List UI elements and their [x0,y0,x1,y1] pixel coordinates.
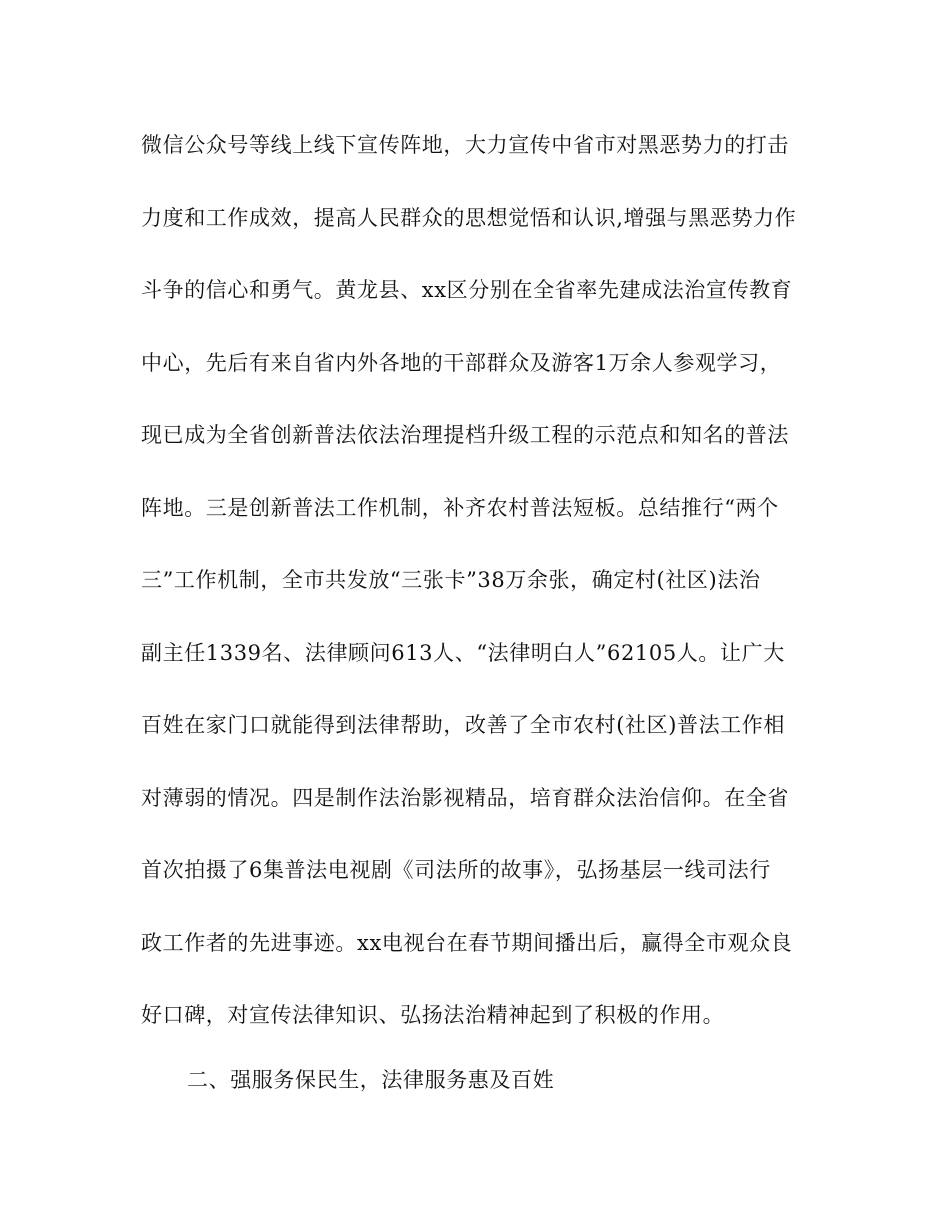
paragraph-line: 三”工作机制，全市共发放“三张卡”38万余张，确定村(社区)法治 [141,568,761,592]
paragraph-line: 微信公众号等线上线下宣传阵地，大力宣传中省市对黑恶势力的打击 [141,133,789,157]
paragraph-line: 阵地。三是创新普法工作机制，补齐农村普法短板。总结推行“两个 [141,496,779,520]
paragraph-line: 斗争的信心和勇气。黄龙县、xx区分别在全省率先建成法治宣传教育 [141,278,793,302]
paragraph-line: 现已成为全省创新普法依法治理提档升级工程的示范点和知名的普法 [141,423,789,447]
paragraph-line: 百姓在家门口就能得到法律帮助，改善了全市农村(社区)普法工作相 [141,713,785,737]
paragraph-line: 首次拍摄了6集普法电视剧《司法所的故事》，弘扬基层一线司法行 [141,858,771,882]
paragraph-line: 政工作者的先进事迹。xx电视台在春节期间播出后，赢得全市观众良 [141,931,793,955]
paragraph-line: 中心，先后有来自省内外各地的干部群众及游客1万余人参观学习， [141,351,782,375]
section-heading: 二、强服务保民生，法律服务惠及百姓 [187,1068,555,1092]
paragraph-line: 力度和工作成效，提高人民群众的思想觉悟和认识,增强与黑恶势力作 [141,206,797,230]
paragraph-line: 对薄弱的情况。四是制作法治影视精品，培育群众法治信仰。在全省 [141,786,789,810]
paragraph-line: 副主任1339名、法律顾问613人、“法律明白人”62105人。让广大 [141,641,785,665]
paragraph-line: 好口碑，对宣传法律知识、弘扬法治精神起到了积极的作用。 [141,1003,725,1027]
